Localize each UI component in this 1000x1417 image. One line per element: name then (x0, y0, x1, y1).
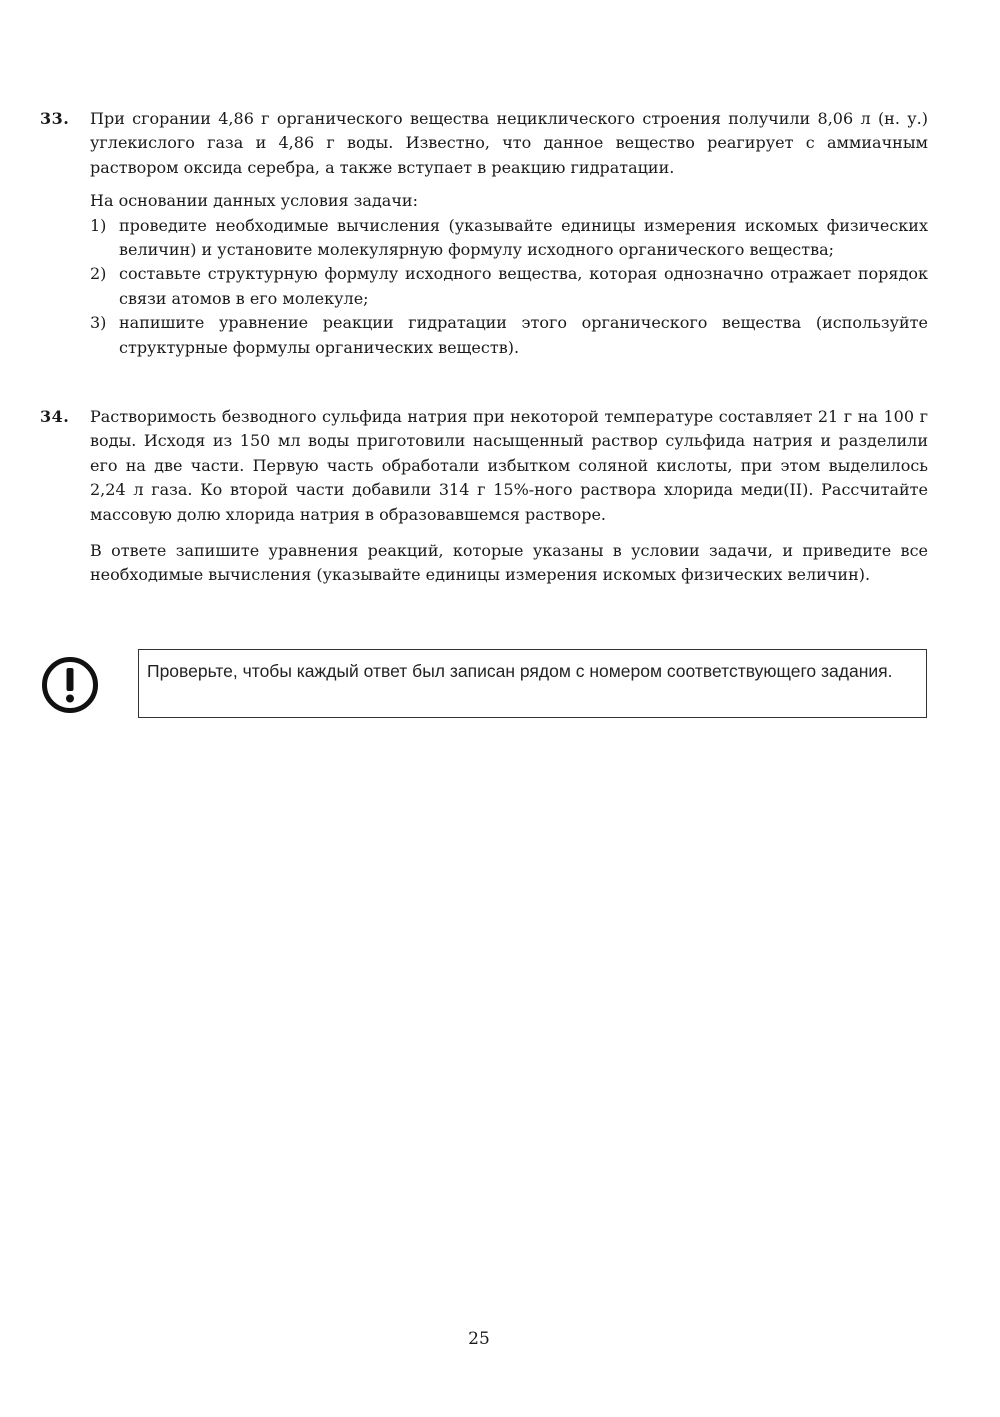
notice-text: Проверьте, чтобы каждый ответ был записан рядом с номером соответствующего задания. (147, 661, 893, 681)
task-intro: На основании данных условия задачи: (90, 191, 418, 211)
task-body (90, 405, 928, 588)
task-34 (40, 405, 928, 588)
list-marker: 2) (90, 264, 107, 284)
list-item (90, 311, 928, 360)
list-item (90, 214, 928, 263)
list-item-text: проведите необходимые вычисления (указывайте единицы измерения искомых физических величин) и установите молекулярную формулу исходного органического вещества; (119, 215, 928, 260)
task-body (90, 107, 928, 360)
list-marker: 3) (90, 313, 107, 333)
task-requirements-list (90, 214, 928, 360)
list-item (90, 262, 928, 311)
exclamation-circle-icon (41, 656, 99, 714)
task-statement: При сгорании 4,86 г органического вещества нециклического строения получили 8,06 л (н. у.) углекислого газа и 4,86 г воды. Известно, что данное вещество реагирует с аммиачным раствором оксида серебра, а также вступает в реакцию гидратации. (90, 109, 928, 177)
task-number: 34. (40, 407, 70, 426)
task-statement: Растворимость безводного сульфида натрия при некоторой температуре составляет 21 г на 100 г воды. Исходя из 150 мл воды приготовили насыщенный раствор сульфида натрия и разделили его на две части. Первую часть обработали избытком соляной кислоты, при этом выделилось 2,24 л газа. Ко второй части добавили 314 г 15%-ного раствора хлорида меди(II). Рассчитайте массовую долю хлорида натрия в образовавшемся растворе. (90, 407, 928, 524)
list-marker: 1) (90, 215, 107, 235)
page-number: 25 (468, 1329, 490, 1349)
list-item-text: составьте структурную формулу исходного вещества, которая однозначно отражает порядок связи атомов в его молекуле; (119, 264, 928, 308)
task-number: 33. (40, 109, 70, 128)
list-item-text: напишите уравнение реакции гидратации этого органического вещества (используйте структурные формулы органических веществ). (119, 313, 928, 357)
task-33 (40, 107, 928, 360)
notice-box (138, 649, 927, 718)
task-instruction: В ответе запишите уравнения реакций, которые указаны в условии задачи, и приведите все необходимые вычисления (указывайте единицы измерения искомых физических величин). (90, 541, 928, 585)
